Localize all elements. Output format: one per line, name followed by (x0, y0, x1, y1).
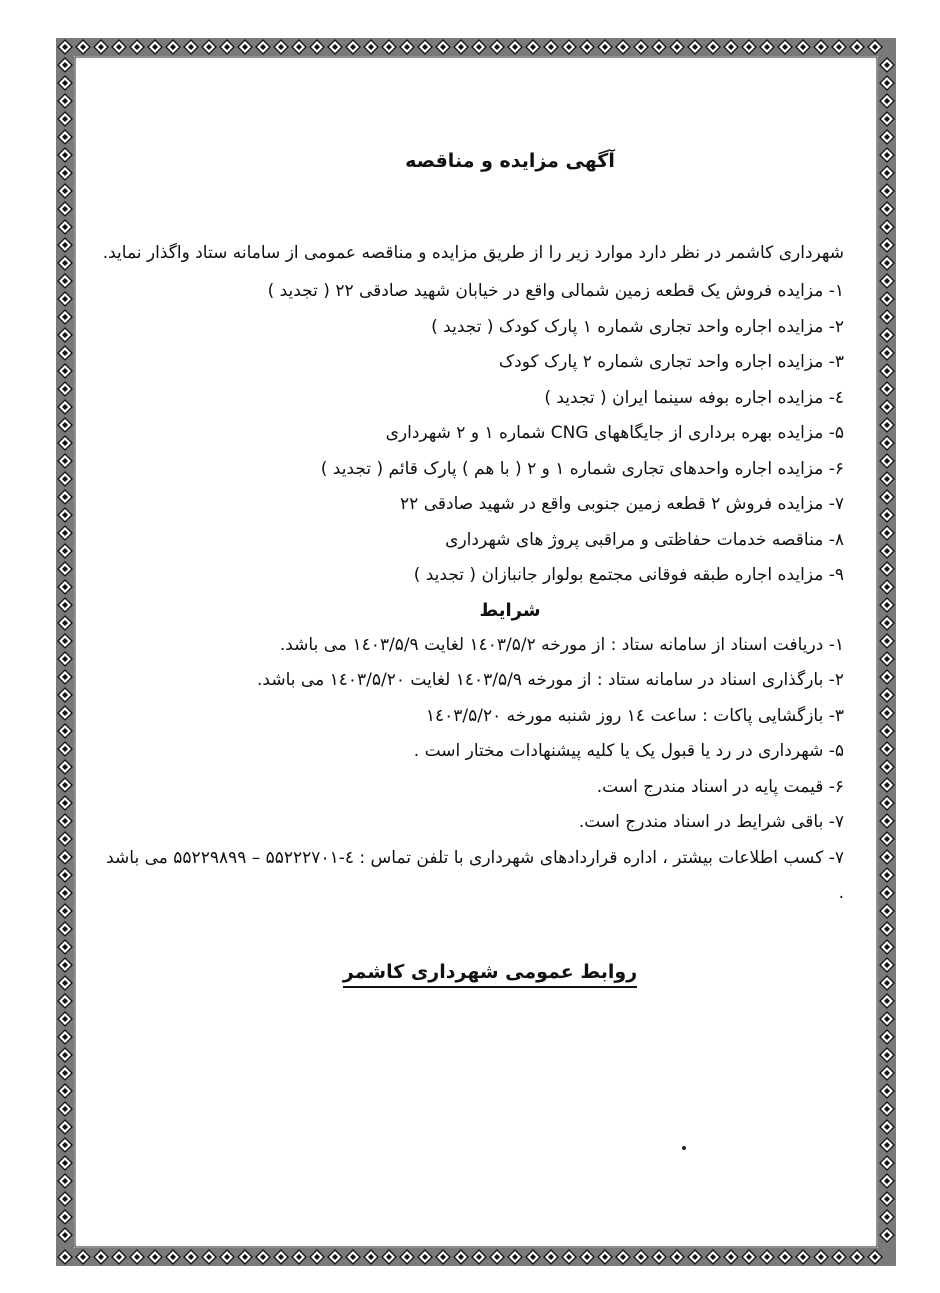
condition-item: ۱- دریافت اسناد از سامانه ستاد : از مورخه ۱٤۰۳/۵/۲ لغایت ۱٤۰۳/۵/۹ می باشد. (279, 634, 844, 655)
list-item: ۱- مزایده فروش یک قطعه زمین شمالی واقع در خیابان شهید صادقی ۲۲ ( تجدید ) (267, 281, 844, 301)
condition-item: ۲- بارگذاری اسناد در سامانه ستاد : از مورخه ۱٤۰۳/۵/۹ لغایت ۱٤۰۳/۵/۲۰ می باشد. (257, 670, 844, 690)
condition-item: ۶- قیمت پایه در اسناد مندرج است. (596, 776, 844, 797)
list-item: ۳- مزایده اجاره واحد تجاری شماره ۲ پارک کودک (498, 352, 844, 372)
condition-item: ۳- بازگشایی پاکات : ساعت ۱٤ روز شنبه مورخه ۱٤۰۳/۵/۲۰ (425, 705, 844, 726)
list-item: ٤- مزایده اجاره بوفه سینما ایران ( تجدید ) (544, 387, 844, 408)
stray-dot (682, 1146, 686, 1150)
list-item: ۹- مزایده اجاره طبقه فوقانی مجتمع بولوار جانبازان ( تجدید ) (413, 565, 844, 585)
list-item: ۲- مزایده اجاره واحد تجاری شماره ۱ پارک کودک ( تجدید ) (431, 316, 844, 337)
list-item: ۶- مزایده اجاره واحدهای تجاری شماره ۱ و ۲ ( با هم ) پارک قائم ( تجدید ) (320, 458, 844, 479)
list-item: ۸- مناقصه خدمات حفاظتی و مراقبی پروژ های شهرداری (445, 529, 844, 550)
conditions-list (96, 628, 844, 911)
list-item: ۵- مزایده بهره برداری از جایگاههای CNG شماره ۱ و ۲ شهرداری (385, 423, 844, 443)
items-list (96, 274, 844, 594)
signature-line (96, 961, 844, 983)
announcement-body (96, 150, 844, 983)
public-relations-label: روابط عمومی شهرداری کاشمر (343, 961, 637, 988)
page-title: آگهی مزایده و مناقصه (405, 150, 615, 172)
condition-item: ۷- کسب اطلاعات بیشتر ، اداره قراردادهای شهرداری با تلفن تماس : ٤-۵۵۲۲۲۷۰۱ – ۵۵۲۲۹۸۹۹ می باشد . (106, 847, 844, 903)
list-item: ۷- مزایده فروش ۲ قطعه زمین جنوبی واقع در شهید صادقی ۲۲ (400, 494, 844, 514)
conditions-heading: شرایط (479, 599, 541, 621)
intro-paragraph: شهرداری کاشمر در نظر دارد موارد زیر را از طریق مزایده و مناقصه عمومی از سامانه ستاد واگذار نماید. (102, 243, 844, 263)
condition-item: ۷- باقی شرایط در اسناد مندرج است. (578, 812, 844, 832)
condition-item: ۵- شهرداری در رد یا قبول یک یا کلیه پیشنهادات مختار است . (413, 741, 844, 761)
